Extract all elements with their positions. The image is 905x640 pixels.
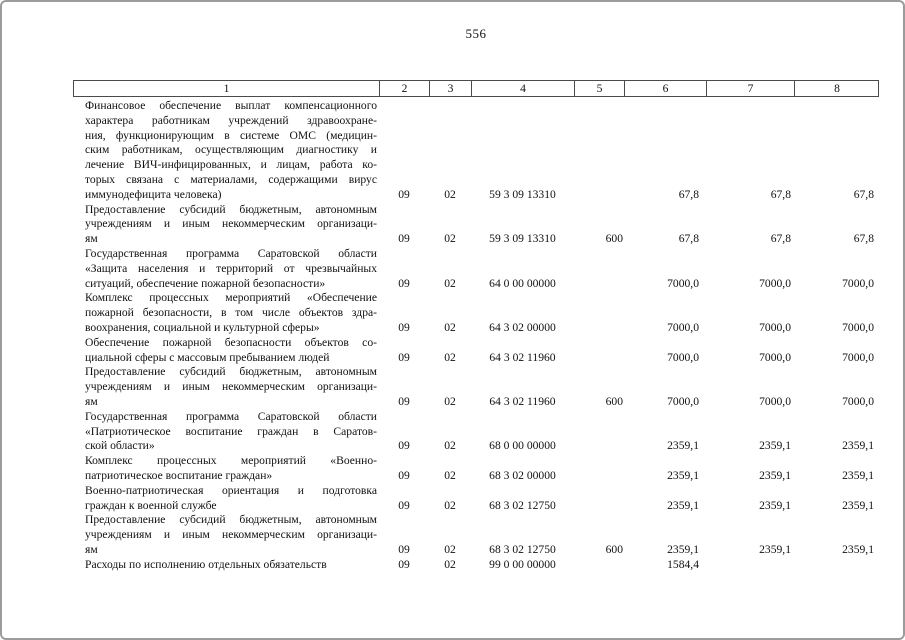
amount-year2-cell: 2359,1 [759, 498, 791, 512]
expense-name-line: Комплекс процессных мероприятий «Военно- [85, 454, 377, 468]
target-code-cell: 64 0 00 00000 [489, 276, 556, 290]
target-code-cell: 68 3 02 12750 [489, 542, 556, 556]
expense-name-line: ситуаций, обеспечение пожарной безопасности» [85, 276, 326, 290]
table-row [73, 99, 879, 203]
expense-name-line: Военно-патриотическая ориентация и подготовка [85, 483, 377, 497]
razdel-cell: 09 [398, 350, 410, 364]
expense-name-line: пожарной безопасности, в том числе объектов здра- [85, 306, 377, 320]
razdel-cell: 09 [398, 187, 410, 201]
expense-name-cell [73, 336, 379, 366]
amount-year1-cell: 7000,0 [667, 394, 699, 408]
expense-name-cell [73, 365, 379, 409]
expense-name-line: учреждениям и иным некоммерческим организаци- [85, 217, 377, 231]
podrazdel-cell: 02 [444, 350, 456, 364]
table-body [73, 97, 879, 573]
amount-year1-cell: 7000,0 [667, 320, 699, 334]
target-code-cell: 64 3 02 00000 [489, 320, 556, 334]
amount-year2-cell: 2359,1 [759, 468, 791, 482]
podrazdel-cell: 02 [444, 394, 456, 408]
expense-name-line: Государственная программа Саратовской области [85, 409, 377, 423]
expense-name-line: граждан к военной службе [85, 498, 217, 512]
amount-year3-cell: 7000,0 [842, 320, 874, 334]
page-number: 556 [465, 26, 487, 41]
podrazdel-cell: 02 [444, 187, 456, 201]
expense-name-cell [73, 558, 379, 573]
expense-name-line: Обеспечение пожарной безопасности объектов со- [85, 335, 377, 349]
expense-name-cell [73, 410, 379, 454]
expense-type-cell [574, 410, 624, 454]
table-row [73, 247, 879, 291]
table-row [73, 454, 879, 484]
table-row [73, 336, 879, 366]
razdel-cell: 09 [398, 232, 410, 246]
amount-year1-cell: 67,8 [678, 187, 699, 201]
table-row [73, 513, 879, 557]
table-row [73, 203, 879, 247]
expense-name-line: учреждениям и иным некоммерческим организаци- [85, 528, 377, 542]
expense-name-line: Предоставление субсидий бюджетным, автономным [85, 513, 377, 527]
amount-year3-cell: 67,8 [853, 187, 874, 201]
expense-name-line: ния, функционирующим в системе ОМС (медицин- [85, 128, 377, 142]
table-row [73, 365, 879, 409]
amount-year3-cell: 67,8 [853, 232, 874, 246]
expense-type-cell: 600 [605, 232, 623, 246]
table-row [73, 484, 879, 514]
table-header-col-8: 8 [834, 81, 840, 95]
expense-name-line: учреждениям и иным некоммерческим организаци- [85, 380, 377, 394]
expense-name-line: «Патриотическое воспитание граждан в Саратов- [85, 424, 377, 438]
expense-name-line: Расходы по исполнению отдельных обязательств [85, 557, 327, 571]
expense-type-cell [574, 454, 624, 484]
amount-year1-cell: 1584,4 [667, 557, 699, 571]
expense-name-line: ям [85, 394, 98, 408]
table-header-col-4: 4 [472, 81, 575, 96]
target-code-cell: 59 3 09 13310 [489, 232, 556, 246]
target-code-cell: 68 3 02 12750 [489, 498, 556, 512]
podrazdel-cell: 02 [444, 276, 456, 290]
razdel-cell: 09 [398, 468, 410, 482]
expense-name-cell [73, 484, 379, 514]
razdel-cell: 09 [398, 394, 410, 408]
table-header-col-6: 6 [625, 81, 707, 96]
amount-year2-cell [706, 558, 794, 573]
podrazdel-cell: 02 [444, 468, 456, 482]
amount-year3-cell: 7000,0 [842, 350, 874, 364]
expense-name-line: «Защита населения и территорий от чрезвычайных [85, 261, 377, 275]
amount-year2-cell: 7000,0 [759, 276, 791, 290]
podrazdel-cell: 02 [444, 439, 456, 453]
amount-year1-cell: 67,8 [678, 232, 699, 246]
expense-name-line: ям [85, 232, 98, 246]
amount-year2-cell: 7000,0 [759, 350, 791, 364]
amount-year2-cell: 7000,0 [759, 394, 791, 408]
expense-type-cell [574, 484, 624, 514]
expense-type-cell [574, 247, 624, 291]
expense-name-cell [73, 203, 379, 247]
expense-name-line: ским работникам, осуществляющим диагностику и [85, 143, 377, 157]
target-code-cell: 68 0 00 00000 [489, 439, 556, 453]
target-code-cell: 99 0 00 00000 [489, 557, 556, 571]
razdel-cell: 09 [398, 276, 410, 290]
amount-year2-cell: 2359,1 [759, 439, 791, 453]
expense-type-cell: 600 [605, 394, 623, 408]
amount-year1-cell: 2359,1 [667, 542, 699, 556]
amount-year3-cell: 2359,1 [842, 439, 874, 453]
amount-year1-cell: 2359,1 [667, 468, 699, 482]
podrazdel-cell: 02 [444, 498, 456, 512]
table-header-row [73, 80, 879, 97]
expense-name-line: Государственная программа Саратовской области [85, 246, 377, 260]
expense-type-cell: 600 [605, 542, 623, 556]
expense-name-line: Предоставление субсидий бюджетным, автономным [85, 202, 377, 216]
expense-name-line: циальной сферы с массовым пребыванием людей [85, 350, 330, 364]
expense-name-cell [73, 454, 379, 484]
expense-name-line: патриотическое воспитание граждан» [85, 468, 273, 482]
amount-year1-cell: 2359,1 [667, 498, 699, 512]
razdel-cell: 09 [398, 557, 410, 571]
amount-year1-cell: 2359,1 [667, 439, 699, 453]
amount-year3-cell [794, 558, 878, 573]
table-row [73, 558, 879, 573]
target-code-cell: 64 3 02 11960 [489, 350, 556, 364]
expense-name-cell [73, 513, 379, 557]
amount-year3-cell: 7000,0 [842, 394, 874, 408]
expense-name-line: торых связана с материалами, содержащими вирус [85, 172, 377, 186]
expense-name-line: Комплекс процессных мероприятий «Обеспечение [85, 291, 377, 305]
expense-name-line: иммунодефицита человека) [85, 187, 222, 201]
amount-year3-cell: 2359,1 [842, 468, 874, 482]
expense-name-line: характера работникам учреждений здравоохране- [85, 113, 377, 127]
razdel-cell: 09 [398, 498, 410, 512]
podrazdel-cell: 02 [444, 557, 456, 571]
amount-year2-cell: 2359,1 [759, 542, 791, 556]
expense-type-cell [574, 336, 624, 366]
expense-name-line: лечение ВИЧ-инфицированных, и лицам, работа ко- [85, 158, 377, 172]
amount-year1-cell: 7000,0 [667, 276, 699, 290]
table-row [73, 291, 879, 335]
table-header-col-5: 5 [575, 81, 625, 96]
table-header-col-2: 2 [380, 81, 430, 96]
table-row [73, 410, 879, 454]
expense-type-cell [574, 558, 624, 573]
razdel-cell: 09 [398, 439, 410, 453]
amount-year3-cell: 2359,1 [842, 498, 874, 512]
expense-name-cell [73, 291, 379, 335]
expense-name-cell [73, 247, 379, 291]
podrazdel-cell: 02 [444, 542, 456, 556]
razdel-cell: 09 [398, 320, 410, 334]
amount-year2-cell: 67,8 [770, 232, 791, 246]
target-code-cell: 68 3 02 00000 [489, 468, 556, 482]
expense-name-line: Предоставление субсидий бюджетным, автономным [85, 365, 377, 379]
target-code-cell: 64 3 02 11960 [489, 394, 556, 408]
table-header-col-1: 1 [74, 81, 380, 96]
amount-year2-cell: 67,8 [770, 187, 791, 201]
expense-name-line: ям [85, 542, 98, 556]
expense-name-line: Финансовое обеспечение выплат компенсационного [85, 99, 377, 112]
expense-name-cell [73, 99, 379, 203]
amount-year1-cell: 7000,0 [667, 350, 699, 364]
budget-table [73, 80, 879, 573]
amount-year3-cell: 2359,1 [842, 542, 874, 556]
target-code-cell: 59 3 09 13310 [489, 187, 556, 201]
podrazdel-cell: 02 [444, 320, 456, 334]
podrazdel-cell: 02 [444, 232, 456, 246]
amount-year3-cell: 7000,0 [842, 276, 874, 290]
expense-type-cell [574, 99, 624, 203]
table-header-col-7: 7 [707, 81, 795, 96]
razdel-cell: 09 [398, 542, 410, 556]
amount-year2-cell: 7000,0 [759, 320, 791, 334]
table-header-col-3: 3 [430, 81, 472, 96]
expense-name-line: ской области» [85, 439, 155, 453]
expense-name-line: воохранения, социальной и культурной сферы» [85, 320, 320, 334]
expense-type-cell [574, 291, 624, 335]
